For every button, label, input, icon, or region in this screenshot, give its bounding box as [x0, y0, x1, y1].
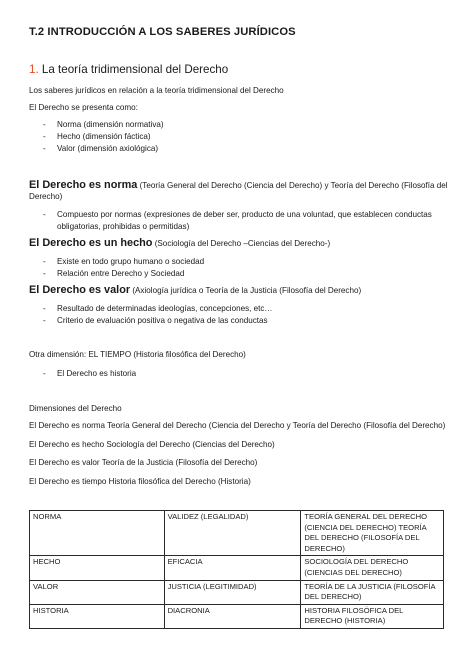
table-cell: JUSTICIA (LEGITIMIDAD): [164, 580, 301, 604]
list-item: - Hecho (dimensión fáctica): [43, 132, 151, 141]
table-cell: HISTORIA FILOSÓFICA DEL DERECHO (HISTORIA): [301, 604, 444, 628]
table-row: [30, 580, 444, 604]
table-cell: SOCIOLOGÍA DEL DERECHO (CIENCIAS DEL DERECHO): [301, 556, 444, 580]
table-cell: NORMA: [30, 511, 165, 556]
table-cell: HISTORIA: [30, 604, 165, 628]
dimension-line: El Derecho es norma Teoría General del Derecho (Ciencia del Derecho y Teoría del Derecho (Filosofía del Derecho): [29, 421, 446, 430]
dimensiones-heading: Dimensiones del Derecho: [29, 404, 122, 413]
hecho-subtitle: (Sociología del Derecho –Ciencias del Derecho-): [152, 239, 331, 248]
list-item-cont: obligatorias, prohibidas o permitidas): [57, 222, 190, 231]
hecho-title: El Derecho es un hecho: [29, 237, 153, 249]
table-cell: TEORÍA GENERAL DEL DERECHO (CIENCIA DEL DERECHO) TEORÍA DEL DERECHO (FILOSOFÍA DEL DERECHO): [301, 511, 444, 556]
otra-dimension: Otra dimensión: EL TIEMPO (Historia filosófica del Derecho): [29, 350, 246, 359]
section-number: 1.: [29, 63, 39, 76]
section-title: La teoría tridimensional del Derecho: [41, 63, 229, 76]
dimension-line: El Derecho es valor Teoría de la Justicia (Filosofía del Derecho): [29, 458, 258, 467]
norma-heading: [29, 179, 448, 191]
norma-subtitle-cont: Derecho): [29, 192, 63, 201]
list-item: - Existe en todo grupo humano o sociedad: [43, 257, 205, 266]
table-cell: DIACRONIA: [164, 604, 301, 628]
list-item: - Criterio de evaluación positiva o negativa de las conductas: [43, 316, 268, 325]
page-title: T.2 INTRODUCCIÓN A LOS SABERES JURÍDICOS: [29, 26, 296, 38]
valor-subtitle: (Axiología jurídica o Teoría de la Justicia (Filosofía del Derecho): [130, 286, 362, 295]
table-cell: VALIDEZ (LEGALIDAD): [164, 511, 301, 556]
table-row: [30, 511, 444, 556]
list-item: - Relación entre Derecho y Sociedad: [43, 269, 185, 278]
hecho-heading: [29, 237, 330, 249]
section-heading: [29, 63, 228, 76]
table-row: [30, 556, 444, 580]
list-item: - Norma (dimensión normativa): [43, 120, 164, 129]
intro-paragraph: Los saberes jurídicos en relación a la teoría tridimensional del Derecho: [29, 86, 284, 95]
valor-title: El Derecho es valor: [29, 284, 131, 296]
norma-title: El Derecho es norma: [29, 179, 138, 191]
table-cell: VALOR: [30, 580, 165, 604]
list-item: - Resultado de determinadas ideologías, concepciones, etc…: [43, 304, 273, 313]
valor-heading: [29, 284, 361, 296]
table-cell: HECHO: [30, 556, 165, 580]
list-item: - El Derecho es historia: [43, 369, 137, 378]
presenta-paragraph: El Derecho se presenta como:: [29, 103, 138, 112]
table-row: [30, 604, 444, 628]
dimension-line: El Derecho es tiempo Historia filosófica del Derecho (Historia): [29, 477, 251, 486]
table-cell: TEORÍA DE LA JUSTICIA (FILOSOFÍA DEL DERECHO): [301, 580, 444, 604]
dimensions-table: [29, 510, 444, 629]
list-item: - Valor (dimensión axiológica): [43, 144, 159, 153]
norma-subtitle: (Teoría General del Derecho (Ciencia del Derecho) y Teoría del Derecho (Filosofía del: [137, 181, 448, 190]
table-cell: EFICACIA: [164, 556, 301, 580]
dimension-line: El Derecho es hecho Sociología del Derecho (Ciencias del Derecho): [29, 440, 275, 449]
list-item: - Compuesto por normas (expresiones de deber ser, producto de una voluntad, que establecen conductas: [43, 210, 432, 219]
